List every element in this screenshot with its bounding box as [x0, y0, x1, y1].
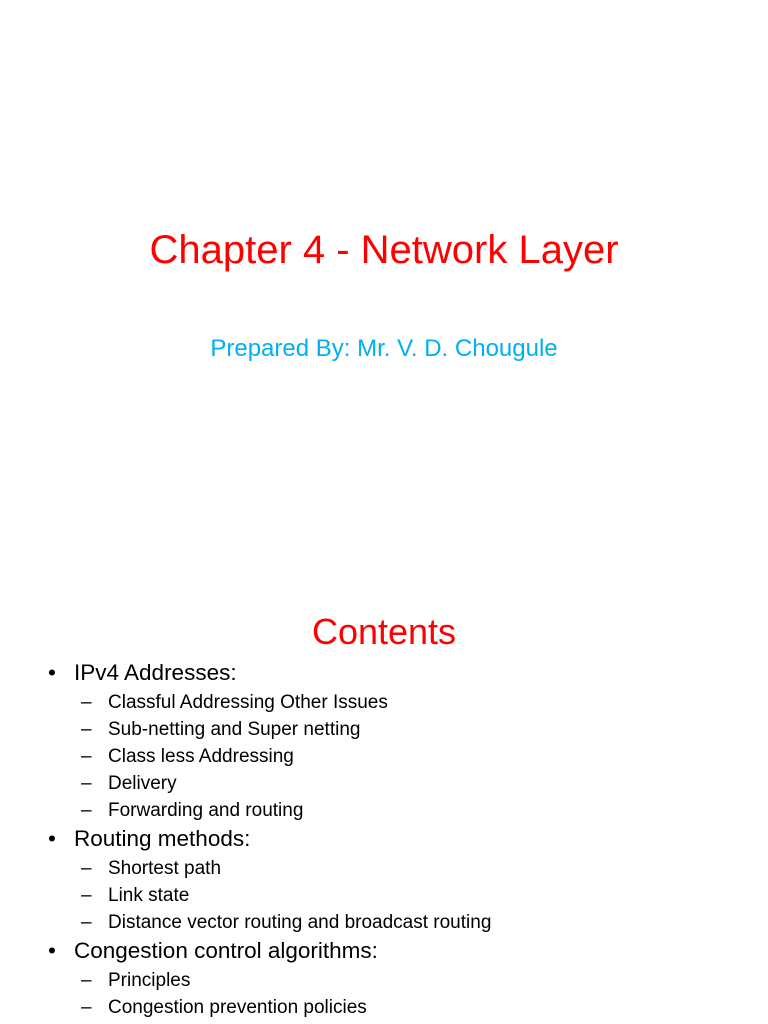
- section-label: IPv4 Addresses:: [74, 660, 237, 685]
- list-item: [74, 770, 746, 797]
- section-items: [74, 855, 746, 936]
- dash-icon: –: [81, 885, 92, 906]
- dash-icon: –: [81, 773, 92, 794]
- bullet-icon: •: [48, 660, 56, 685]
- list-item: [74, 855, 746, 882]
- dash-icon: –: [81, 800, 92, 821]
- list-item-label: Distance vector routing and broadcast routing: [108, 912, 492, 933]
- outline-section-routing-methods: [46, 824, 746, 936]
- list-item: [74, 716, 746, 743]
- bullet-icon: •: [48, 938, 56, 963]
- section-items: [74, 689, 746, 824]
- list-item: [74, 994, 746, 1021]
- dash-icon: –: [81, 858, 92, 879]
- section-items: [74, 967, 746, 1021]
- list-item: [74, 689, 746, 716]
- list-item-label: Forwarding and routing: [108, 800, 304, 821]
- list-item-label: Shortest path: [108, 858, 222, 879]
- list-item-label: Sub-netting and Super netting: [108, 719, 361, 740]
- list-item: [74, 743, 746, 770]
- dash-icon: –: [81, 719, 92, 740]
- list-item-label: Delivery: [108, 773, 177, 794]
- dash-icon: –: [81, 997, 92, 1018]
- list-item-label: Class less Addressing: [108, 746, 294, 767]
- contents-outline: [46, 658, 746, 1021]
- chapter-title: Chapter 4 - Network Layer: [149, 228, 619, 272]
- contents-heading: Contents: [311, 611, 457, 652]
- list-item: [74, 797, 746, 824]
- dash-icon: –: [81, 692, 92, 713]
- contents-slide: [0, 576, 768, 1024]
- list-item: [74, 967, 746, 994]
- list-item-label: Congestion prevention policies: [108, 997, 367, 1018]
- section-label: Routing methods:: [74, 826, 251, 851]
- prepared-by-subtitle: Prepared By: Mr. V. D. Chougule: [210, 335, 558, 362]
- list-item-label: Principles: [108, 970, 191, 991]
- list-item-label: Link state: [108, 885, 190, 906]
- dash-icon: –: [81, 912, 92, 933]
- outline-section-congestion-control: [46, 936, 746, 1021]
- dash-icon: –: [81, 746, 92, 767]
- outline-section-ipv4: [46, 658, 746, 824]
- list-item-label: Classful Addressing Other Issues: [108, 692, 388, 713]
- bullet-icon: •: [48, 826, 56, 851]
- list-item: [74, 909, 746, 936]
- list-item: [74, 882, 746, 909]
- section-label: Congestion control algorithms:: [74, 938, 378, 963]
- dash-icon: –: [81, 970, 92, 991]
